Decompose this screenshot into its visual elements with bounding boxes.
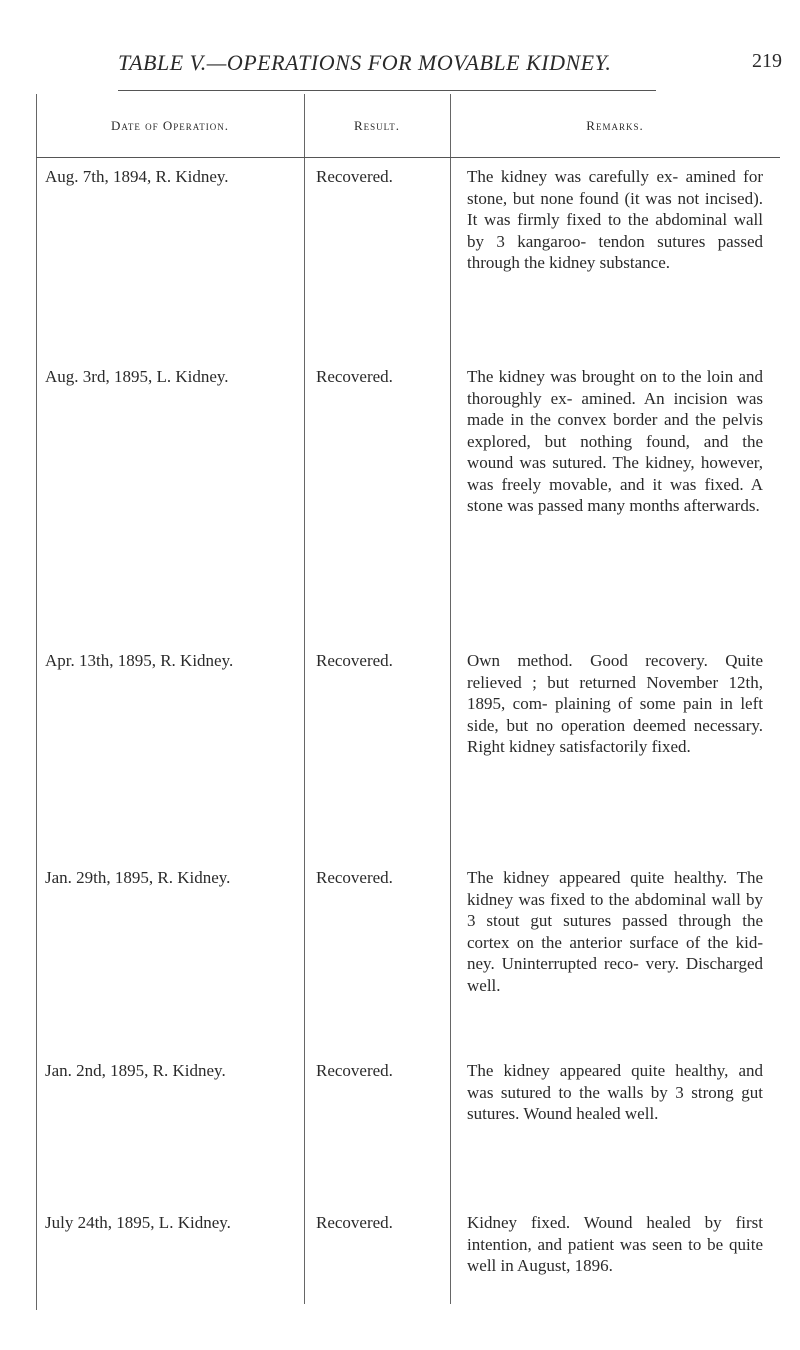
header-date: Date of Operation. (110, 118, 230, 133)
row-remarks: Kidney fixed. Wound healed by first intention, and patient was seen to be quite well in August, 1896. (467, 1213, 763, 1275)
row-remarks: The kidney appeared quite healthy. The kidney was fixed to the abdominal wall by 3 stout gut sutures passed through the cortex on the anterior surface of the kid- ney. Uninterrupted reco- very. Discharged well. (467, 868, 763, 995)
row-remarks: The kidney was carefully ex- amined for stone, but none found (it was not incised). It was firmly fixed to the abdominal wall by 3 kangaroo- tendon sutures passed through the kidney substance. (467, 167, 763, 272)
row-result: Recovered. (316, 651, 393, 670)
running-head: TABLE V.—OPERATIONS FOR MOVABLE KIDNEY. (118, 50, 612, 75)
row-result: Recovered. (316, 367, 393, 386)
row-remarks: The kidney was brought on to the loin and thoroughly ex- amined. An incision was made in the convex border and the pelvis explored, but nothing found, and the wound was sutured. The kidney, however, was freely movable, and it was fixed. A stone was passed many months afterwards. (467, 367, 763, 515)
row-result: Recovered. (316, 1061, 393, 1080)
row-remarks: The kidney appeared quite healthy, and was sutured to the walls by 3 strong gut sutures. Wound healed well. (467, 1061, 763, 1123)
row-date: Aug. 7th, 1894, R. Kidney. (45, 167, 229, 186)
row-date: July 24th, 1895, L. Kidney. (45, 1213, 231, 1232)
row-result: Recovered. (316, 1213, 393, 1232)
row-date: Aug. 3rd, 1895, L. Kidney. (45, 367, 229, 386)
row-date: Jan. 29th, 1895, R. Kidney. (45, 868, 231, 887)
row-date: Apr. 13th, 1895, R. Kidney. (45, 651, 234, 670)
header-remarks: Remarks. (586, 118, 644, 133)
header-rule-date (36, 157, 304, 158)
header-result: Result. (353, 118, 401, 133)
header-rule-result (304, 157, 450, 158)
row-result: Recovered. (316, 868, 393, 887)
row-date: Jan. 2nd, 1895, R. Kidney. (45, 1061, 226, 1080)
column-rule-date-result (304, 94, 305, 1304)
column-rule-result-remarks (450, 94, 451, 1304)
row-result: Recovered. (316, 167, 393, 186)
row-remarks: Own method. Good recovery. Quite relieved ; but returned November 12th, 1895, com- plaining of some pain in left side, but no operation deemed necessary. Right kidney satisfactorily fixed. (467, 651, 763, 756)
column-rule-left (36, 94, 37, 1310)
page-number: 219 (752, 50, 782, 72)
header-rule-remarks (450, 157, 780, 158)
top-rule (118, 90, 656, 91)
